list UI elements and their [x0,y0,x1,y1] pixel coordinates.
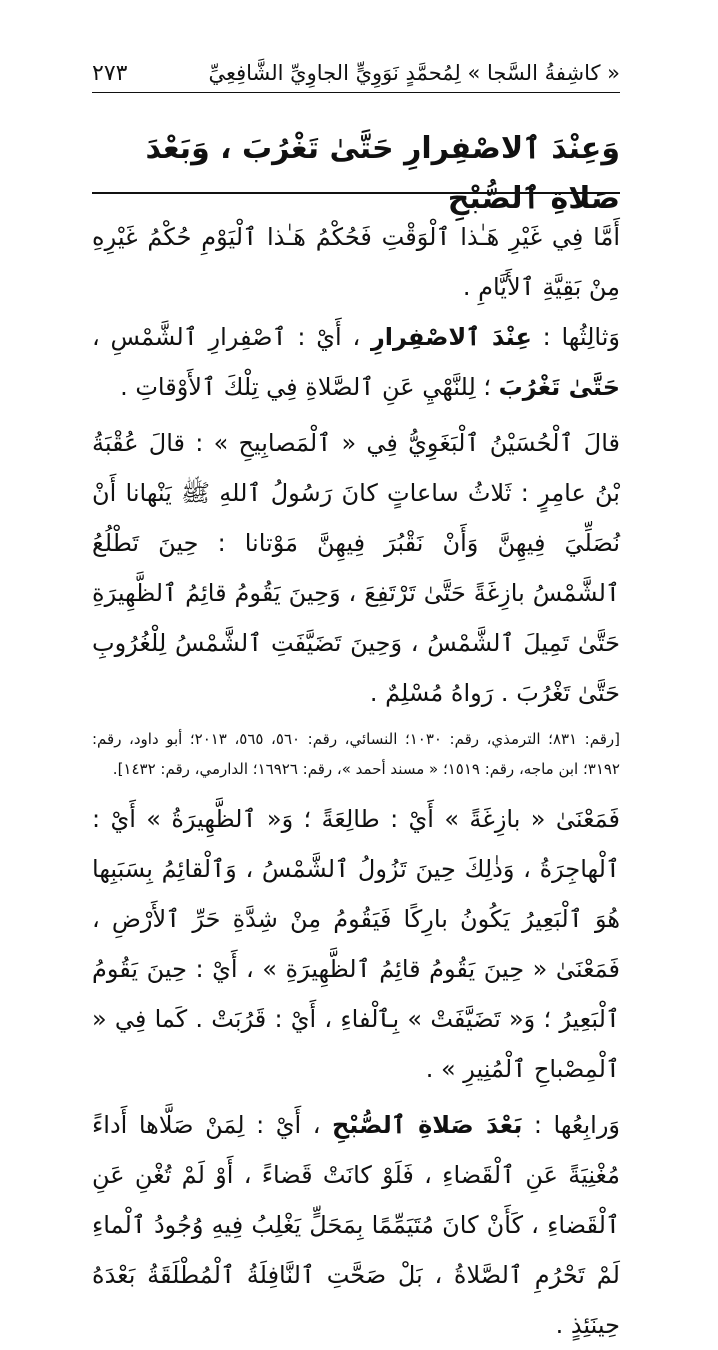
paragraph-2 [92,312,620,412]
paragraph-2-bold-1: عِنْدَ ٱلاصْفِرارِ [370,323,532,351]
running-title: « كاشِفةُ السَّجا » لِمُحمَّدٍ نَوَوِيٍّ الجاوِيِّ الشَّافِعِيِّ [208,61,620,85]
chapter-title: وَعِنْدَ ٱلاصْفِرارِ حَتَّىٰ تَغْرُبَ ، وَبَعْدَ صَلاةِ ٱلصُّبْحِ [145,131,620,216]
reference-note: [رقم: ٨٣١؛ الترمذي، رقم: ١٠٣٠؛ النسائي، رقم: ٥٦٠، ٥٦٥، ٢٠١٣؛ أبو داود، رقم: ٣١٩٢؛ ابن ماجه، رقم: ١٥١٩؛ « مسند أحمد »، رقم: ١٦٩٢٦؛ الدارمي، رقم: ١٤٣٢]. [92,730,620,778]
body-text [92,212,620,1350]
page-number: ٢٧٣ [92,60,128,86]
paragraph-4: فَمَعْنَىٰ « بازِغَةً » أَيْ : طالِعَةً ؛ وَ« ٱلظَّهِيرَةُ » أَيْ : ٱلْهاجِرَةُ ، وَذٰلِكَ حِينَ تَزُولُ ٱلشَّمْسُ ، وَٱلْقائِمُ بِسَبَبِها هُوَ ٱلْبَعِيرُ يَكُونُ بارِكًا فَيَقُومُ مِنْ شِدَّةِ حَرِّ ٱلأَرْضِ ، فَمَعْنَىٰ « حِينَ يَقُومُ قائِمُ ٱلظَّهِيرَةِ » ، أَيْ : حِينَ يَقُومُ ٱلْبَعِيرُ ؛ وَ« تَضَيَّفَتْ » بِٱلْفاءِ ، أَيْ : قَرُبَتْ . كَما فِي « ٱلْمِصْباحِ ٱلْمُنِيرِ » . [92,805,620,1083]
running-head [92,56,620,90]
paragraph-1: أَمَّا فِي غَيْرِ هَـٰذا ٱلْوَقْتِ فَحُكْمُ هَـٰذا ٱلْيَوْمِ حُكْمُ غَيْرِهِ مِنْ بَقِيَّةِ ٱلأَيَّامِ . [92,223,620,301]
paragraph-5-bold-1: بَعْدَ صَلاةِ ٱلصُّبْحِ [331,1111,523,1139]
paragraph-2-bold-2: حَتَّىٰ تَغْرُبَ [498,373,620,401]
paragraph-2-mid: ، أَيْ : ٱصْفِرارِ ٱلشَّمْسِ ، [92,323,371,351]
paragraph-5-tail: ، أَيْ : لِمَنْ صَلَّاها أَداءً مُغْنِيَةً عَنِ ٱلْقَضاءِ ، فَلَوْ كانَتْ قَضاءً ، أَوْ لَمْ تُغْنِ عَنِ ٱلْقَضاءِ ، كَأَنْ كانَ مُتَيَمِّمًا بِمَحَلٍّ يَغْلِبُ فِيهِ وُجُودُ ٱلْماءِ لَمْ تَحْرُمِ ٱلصَّلاةُ ، بَلْ صَحَّتِ ٱلنَّافِلَةُ ٱلْمُطْلَقَةُ بَعْدَهُ حِينَئِذٍ . [92,1111,620,1339]
paragraph-2-tail: ؛ لِلنَّهْيِ عَنِ ٱلصَّلاةِ فِي تِلْكَ ٱلأَوْقاتِ . [120,373,499,401]
paragraph-3-hadith: قالَ ٱلْحُسَيْنُ ٱلْبَغَوِيُّ فِي « ٱلْمَصابِيحِ » : قالَ عُقْبَةُ بْنُ عامِرٍ : ثَلاثُ ساعاتٍ كانَ رَسُولُ ٱللهِ ﷺ يَنْهانا أَنْ نُصَلِّيَ فِيهِنَّ وَأَنْ نَقْبُرَ فِيهِنَّ مَوْتانا : حِينَ تَطْلُعُ ٱلشَّمْسُ بازِغَةً حَتَّىٰ تَرْتَفِعَ ، وَحِينَ يَقُومُ قائِمُ ٱلظَّهِيرَةِ حَتَّىٰ تَمِيلَ ٱلشَّمْسُ ، وَحِينَ تَضَيَّفَتِ ٱلشَّمْسُ لِلْغُرُوبِ حَتَّىٰ تَغْرُبَ . رَواهُ مُسْلِمٌ . [92,429,620,707]
paragraph-5-lead: وَرابِعُها : [522,1111,620,1139]
title-rule [92,192,620,194]
paragraph-5 [92,1100,620,1350]
header-rule [92,92,620,93]
paragraph-2-lead: وَثالِثُها : [531,323,620,351]
